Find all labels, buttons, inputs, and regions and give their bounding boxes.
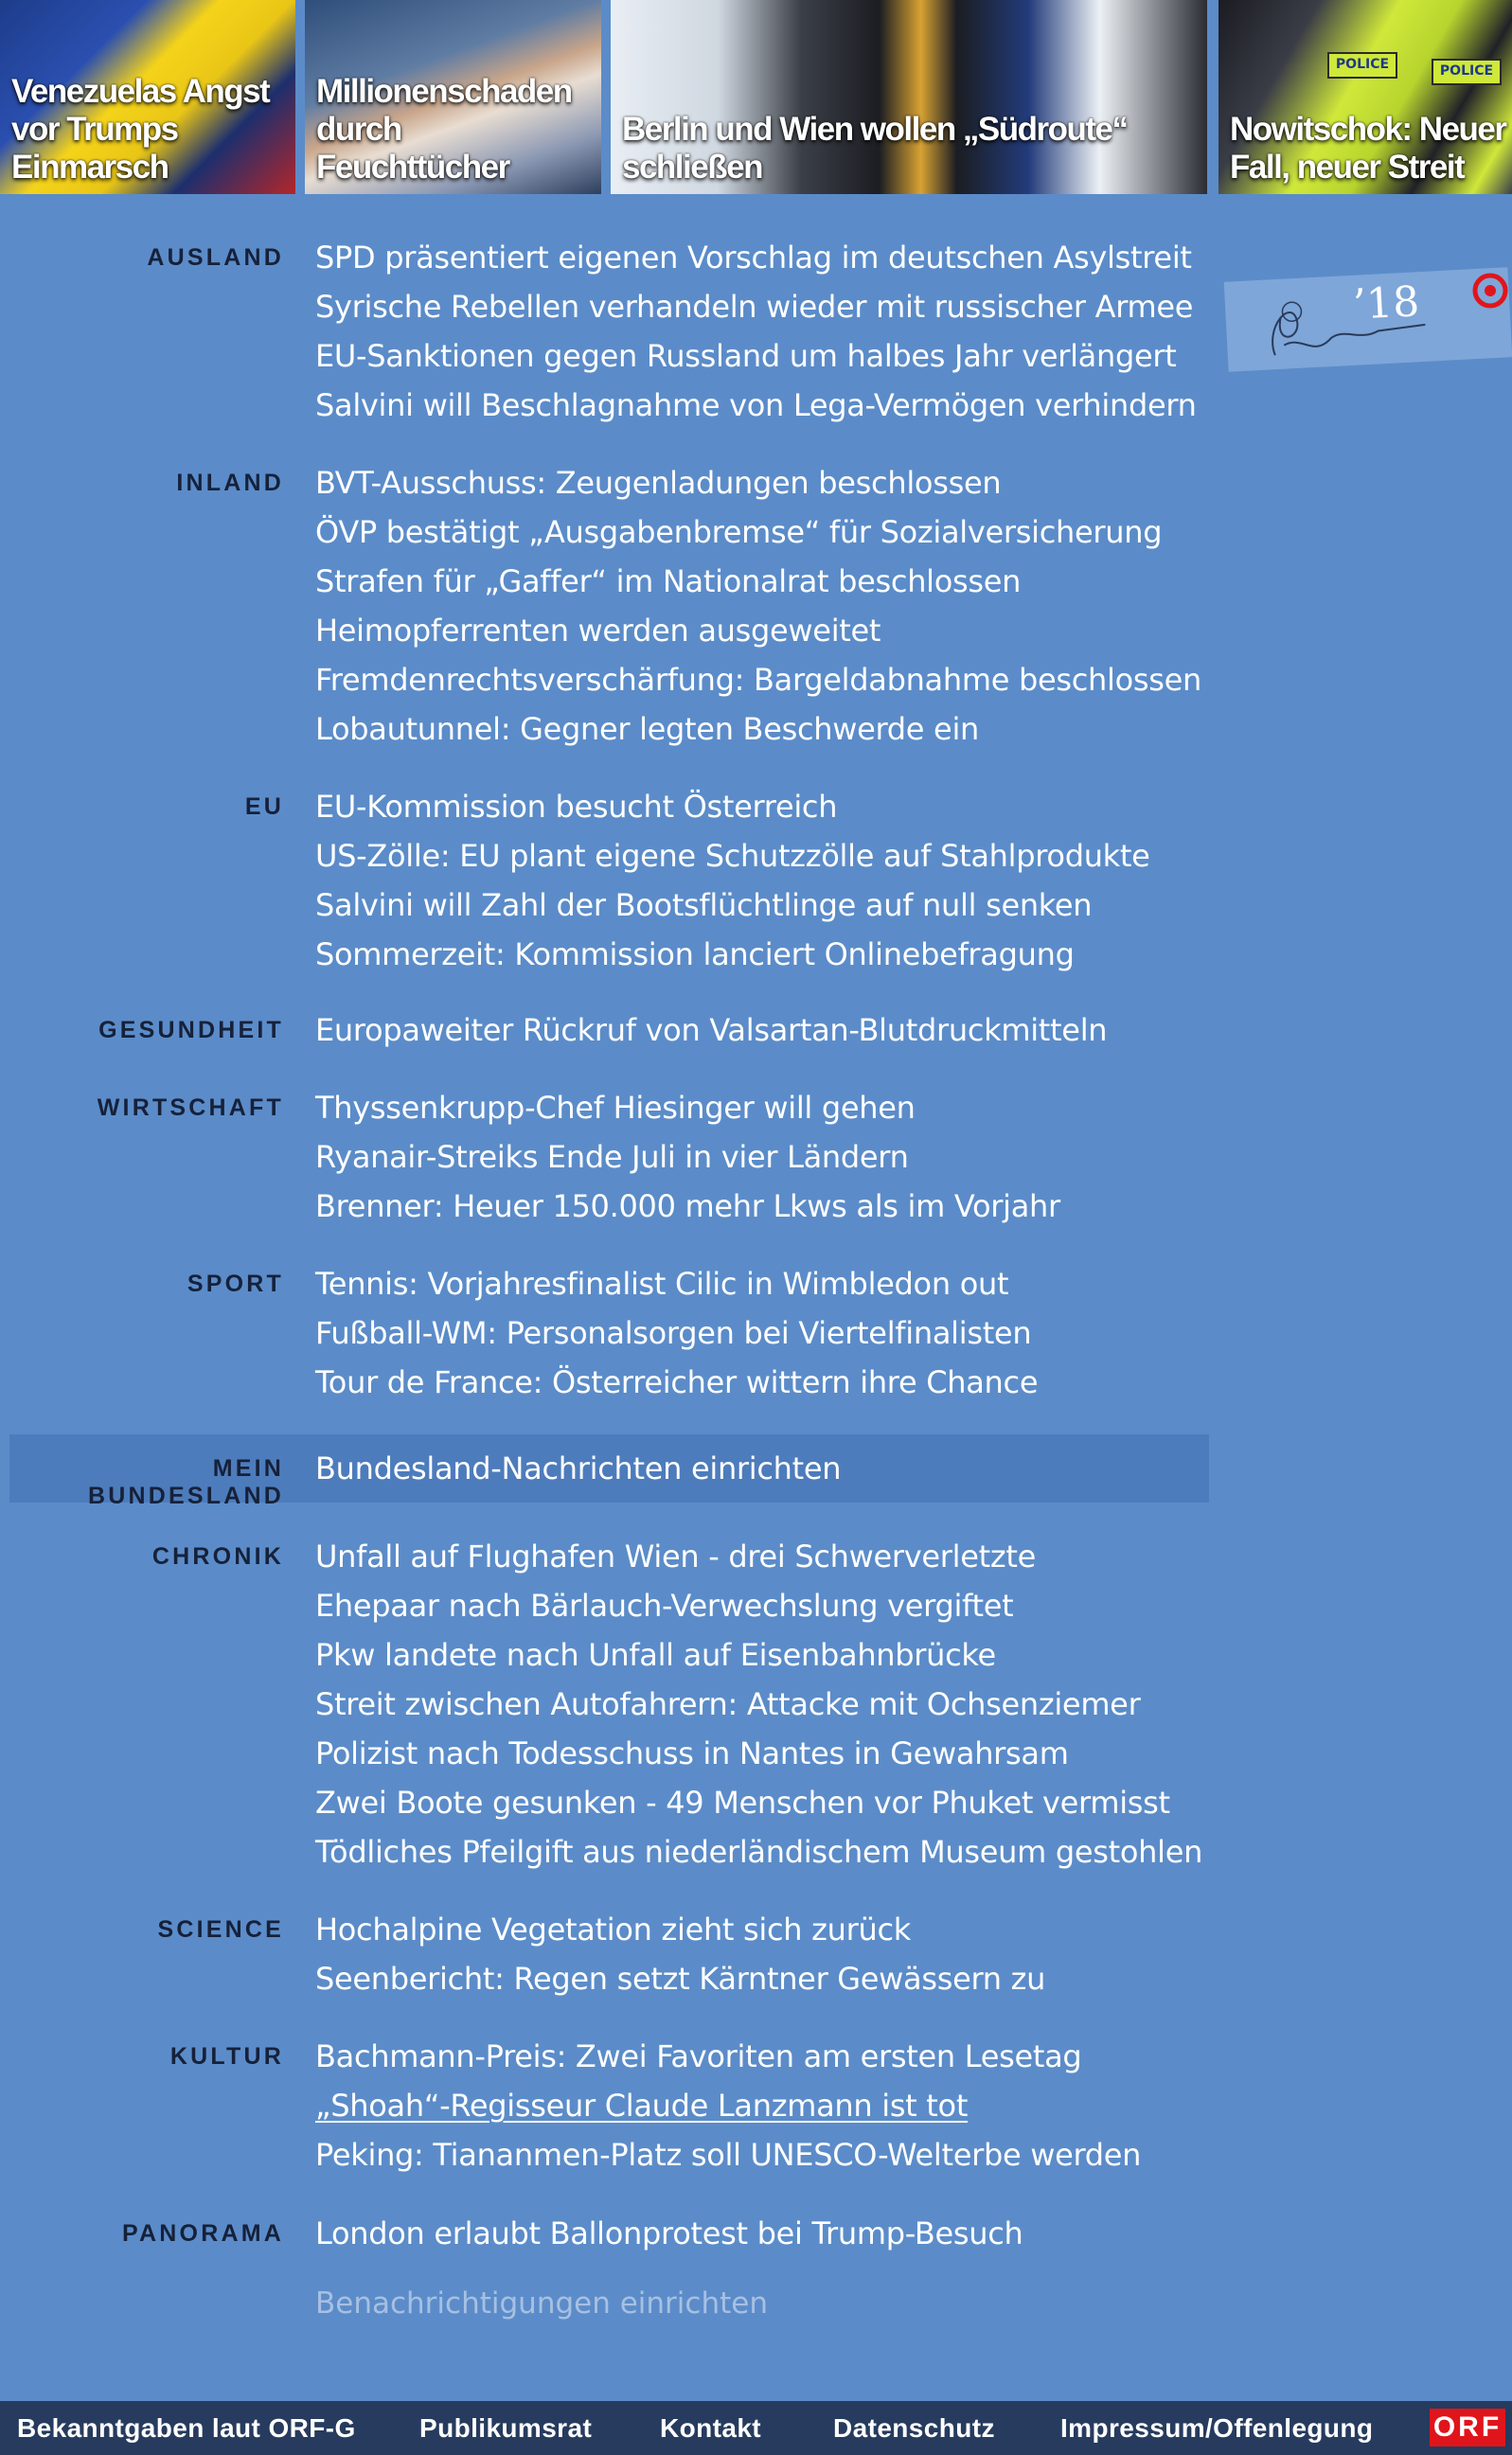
footer-link-publikumsrat[interactable]: Publikumsrat xyxy=(419,2413,593,2443)
footer-link-bekanntgaben[interactable]: Bekanntgaben laut ORF-G xyxy=(17,2413,356,2443)
footer-link-kontakt[interactable]: Kontakt xyxy=(660,2413,762,2443)
orf-logo[interactable]: ORF xyxy=(1430,2409,1505,2446)
bachmann-year: ’18 xyxy=(1351,277,1421,329)
category-label: CHRONIK xyxy=(151,1543,284,1570)
category-label: SPORT xyxy=(187,1271,284,1297)
bundesland-setup-link[interactable]: Bundesland-Nachrichten einrichten xyxy=(315,1450,842,1486)
category-label: WIRTSCHAFT xyxy=(97,1094,284,1121)
category-label: KULTUR xyxy=(169,2043,284,2070)
teaser-venezuela[interactable] xyxy=(0,0,295,194)
news-link[interactable]: Pkw landete nach Unfall auf Eisenbahnbrücke xyxy=(315,1637,996,1673)
news-link-hovered[interactable]: „Shoah“-Regisseur Claude Lanzmann ist tot xyxy=(315,2088,969,2124)
category-label: PANORAMA xyxy=(122,2220,284,2247)
news-link[interactable]: Peking: Tiananmen-Platz soll UNESCO-Welterbe werden xyxy=(315,2137,1142,2173)
news-link[interactable]: US-Zölle: EU plant eigene Schutzzölle auf Stahlprodukte xyxy=(315,838,1150,874)
police-badge: POLICE xyxy=(1432,59,1502,85)
news-link[interactable]: BVT-Ausschuss: Zeugenladungen beschlossen xyxy=(315,465,1002,501)
news-link[interactable]: London erlaubt Ballonprotest bei Trump-Besuch xyxy=(315,2215,1023,2251)
news-link[interactable]: Heimopferrenten werden ausgeweitet xyxy=(315,613,881,649)
news-link[interactable]: Salvini will Zahl der Bootsflüchtlinge auf null senken xyxy=(315,887,1093,923)
teaser-caption: Venezuelas Angst vor Trumps Einmarsch xyxy=(11,73,270,186)
news-link[interactable]: Ehepaar nach Bärlauch-Verwechslung vergiftet xyxy=(315,1588,1014,1624)
category-label: INLAND xyxy=(176,470,284,496)
footer-bar xyxy=(0,2401,1512,2455)
top-teaser-strip xyxy=(0,0,1512,194)
news-link[interactable]: Fußball-WM: Personalsorgen bei Viertelfinalisten xyxy=(315,1315,1032,1351)
news-link[interactable]: Tour de France: Österreicher wittern ihre Chance xyxy=(315,1364,1039,1400)
news-link[interactable]: SPD präsentiert eigenen Vorschlag im deutschen Asylstreit xyxy=(315,240,1192,276)
notifications-setup-link[interactable]: Benachrichtigungen einrichten xyxy=(315,2286,768,2321)
category-label: EU xyxy=(244,793,284,820)
news-link[interactable]: Thyssenkrupp-Chef Hiesinger will gehen xyxy=(315,1090,916,1126)
news-link[interactable]: Polizist nach Todesschuss in Nantes in Gewahrsam xyxy=(315,1735,1069,1771)
news-link[interactable]: Sommerzeit: Kommission lanciert Onlinebefragung xyxy=(315,936,1075,972)
news-link[interactable]: Hochalpine Vegetation zieht sich zurück xyxy=(315,1912,912,1948)
footer-link-datenschutz[interactable]: Datenschutz xyxy=(833,2413,995,2443)
bachmann-preis-widget[interactable] xyxy=(1224,267,1512,372)
teaser-caption: Berlin und Wien wollen „Südroute“ schließen xyxy=(622,111,1128,186)
news-link[interactable]: ÖVP bestätigt „Ausgabenbremse“ für Sozialversicherung xyxy=(315,514,1163,550)
news-link[interactable]: Tennis: Vorjahresfinalist Cilic in Wimbledon out xyxy=(315,1266,1009,1302)
teaser-caption: Millionenschaden durch Feuchttücher xyxy=(316,73,572,186)
police-badge: POLICE xyxy=(1327,52,1397,79)
news-link[interactable]: Brenner: Heuer 150.000 mehr Lkws als im Vorjahr xyxy=(315,1188,1060,1224)
category-label: GESUNDHEIT xyxy=(98,1017,284,1043)
teaser-caption: Nowitschok: Neuer Fall, neuer Streit xyxy=(1230,111,1506,186)
category-label: SCIENCE xyxy=(157,1916,284,1943)
category-label: AUSLAND xyxy=(147,244,284,271)
news-link[interactable]: Lobautunnel: Gegner legten Beschwerde ein xyxy=(315,711,980,747)
news-link[interactable]: Europaweiter Rückruf von Valsartan-Blutdruckmitteln xyxy=(315,1012,1108,1048)
target-icon[interactable] xyxy=(1472,273,1508,309)
news-link[interactable]: EU-Sanktionen gegen Russland um halbes Jahr verlängert xyxy=(315,338,1177,374)
teaser-feuchttuecher[interactable] xyxy=(305,0,601,194)
news-link[interactable]: Fremdenrechtsverschärfung: Bargeldabnahme beschlossen xyxy=(315,662,1202,698)
news-link[interactable]: Streit zwischen Autofahrern: Attacke mit Ochsenziemer xyxy=(315,1686,1141,1722)
footer-link-impressum[interactable]: Impressum/Offenlegung xyxy=(1060,2413,1374,2443)
news-link[interactable]: Unfall auf Flughafen Wien - drei Schwerverletzte xyxy=(315,1539,1036,1574)
category-label: MEIN BUNDESLAND xyxy=(88,1455,284,1509)
news-link[interactable]: Tödliches Pfeilgift aus niederländischem Museum gestohlen xyxy=(315,1834,1203,1870)
news-link[interactable]: Strafen für „Gaffer“ im Nationalrat beschlossen xyxy=(315,563,1022,599)
teaser-suedroute[interactable] xyxy=(611,0,1207,194)
news-link[interactable]: Bachmann-Preis: Zwei Favoriten am ersten Lesetag xyxy=(315,2038,1082,2074)
news-link[interactable]: Zwei Boote gesunken - 49 Menschen vor Phuket vermisst xyxy=(315,1785,1170,1821)
teaser-nowitschok[interactable] xyxy=(1218,0,1512,194)
news-link[interactable]: EU-Kommission besucht Österreich xyxy=(315,789,838,825)
news-link[interactable]: Syrische Rebellen verhandeln wieder mit russischer Armee xyxy=(315,289,1194,325)
news-link[interactable]: Ryanair-Streiks Ende Juli in vier Ländern xyxy=(315,1139,909,1175)
news-link[interactable]: Salvini will Beschlagnahme von Lega-Vermögen verhindern xyxy=(315,387,1197,423)
news-link[interactable]: Seenbericht: Regen setzt Kärntner Gewässern zu xyxy=(315,1961,1046,1997)
